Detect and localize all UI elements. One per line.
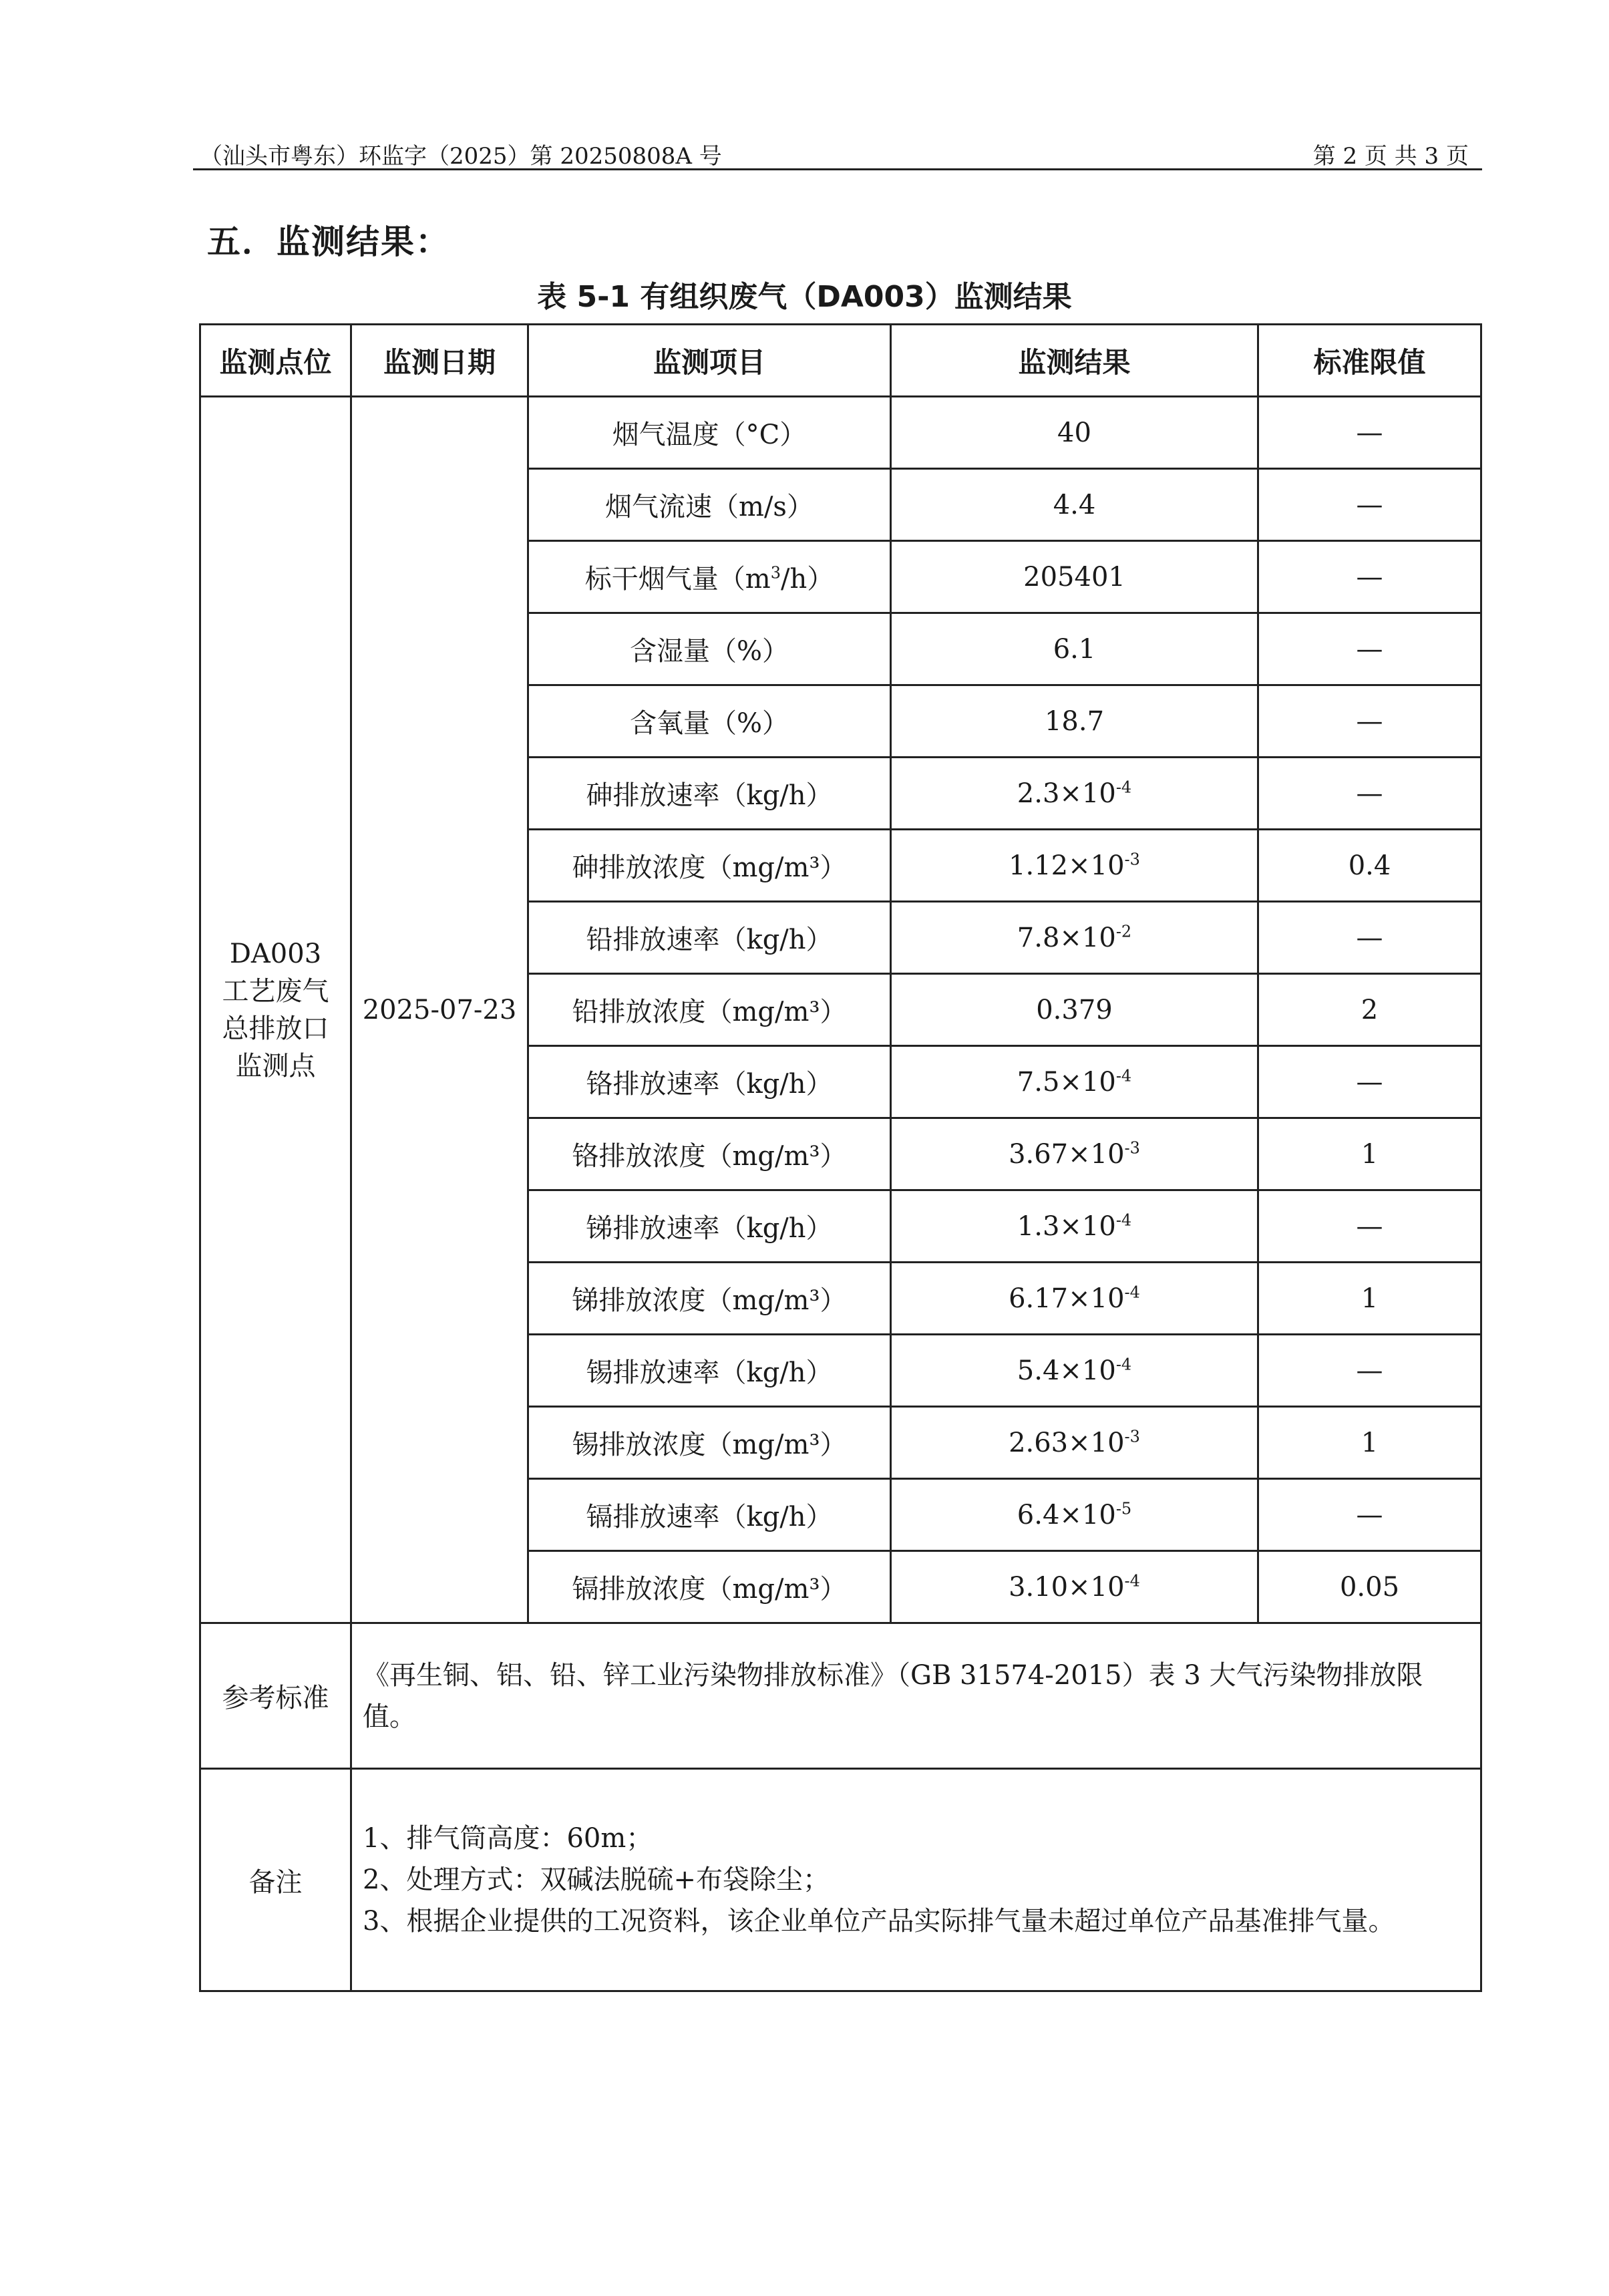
- monitoring-result-cell: [891, 758, 1258, 830]
- monitoring-item-cell: [528, 613, 891, 685]
- result-value: 18.7: [1044, 705, 1105, 737]
- result-value: 7.5×10: [1017, 1066, 1116, 1098]
- result-exponent: -3: [1124, 850, 1140, 869]
- section-title: 五．监测结果：: [207, 222, 450, 261]
- standard-limit-cell: —: [1258, 397, 1481, 469]
- location-line: 总排放口: [222, 1013, 329, 1044]
- monitoring-item-cell: [528, 1479, 891, 1551]
- standard-limit-cell: 1: [1258, 1118, 1481, 1190]
- monitoring-item-cell: [528, 1118, 891, 1190]
- result-exponent: -3: [1124, 1138, 1140, 1158]
- table-row: [200, 397, 1481, 469]
- result-exponent: -3: [1124, 1427, 1140, 1446]
- standard-limit-cell: 2: [1258, 974, 1481, 1046]
- monitoring-item: 砷排放浓度（mg/m³）: [572, 852, 847, 883]
- column-header: 监测日期: [351, 325, 528, 397]
- reference-text: 《再生铜、铝、铅、锌工业污染物排放标准》（GB 31574-2015）表 3 大气污染物排放限值。: [351, 1623, 1481, 1769]
- standard-limit-cell: —: [1258, 1479, 1481, 1551]
- monitoring-result-cell: [891, 1407, 1258, 1479]
- item-superscript: 3: [770, 563, 781, 583]
- monitoring-item: 烟气温度（°C）: [612, 420, 807, 450]
- standard-limit-cell: 0.05: [1258, 1551, 1481, 1623]
- column-header: 监测点位: [200, 325, 351, 397]
- result-exponent: -4: [1115, 1355, 1132, 1374]
- monitoring-item-cell: [528, 1263, 891, 1335]
- standard-limit-cell: —: [1258, 758, 1481, 830]
- result-exponent: -2: [1115, 922, 1132, 941]
- monitoring-item: 铬排放浓度（mg/m³）: [572, 1141, 847, 1172]
- result-value: 3.67×10: [1009, 1138, 1125, 1170]
- column-header: 监测结果: [891, 325, 1258, 397]
- reference-label: 参考标准: [200, 1623, 351, 1769]
- monitoring-item: 标干烟气量（m: [584, 564, 771, 595]
- standard-limit-cell: —: [1258, 902, 1481, 974]
- document-number: （汕头市粤东）环监字（2025）第 20250808A 号: [200, 143, 722, 170]
- monitoring-item-cell: [528, 902, 891, 974]
- note-line: 3、根据企业提供的工况资料，该企业单位产品实际排气量未超过单位产品基准排气量。: [363, 1906, 1395, 1937]
- notes-label: 备注: [200, 1769, 351, 1991]
- column-header: 监测项目: [528, 325, 891, 397]
- monitoring-result-cell: [891, 1190, 1258, 1263]
- result-value: 40: [1057, 417, 1091, 448]
- monitoring-result-cell: [891, 1479, 1258, 1551]
- monitoring-result-cell: [891, 541, 1258, 613]
- monitoring-item-cell: [528, 541, 891, 613]
- monitoring-item: 含湿量（%）: [629, 636, 789, 667]
- result-value: 6.4×10: [1017, 1499, 1116, 1530]
- monitoring-result-cell: [891, 1118, 1258, 1190]
- standard-limit-cell: —: [1258, 1190, 1481, 1263]
- monitoring-item: 镉排放浓度（mg/m³）: [572, 1574, 847, 1605]
- notes-row: [200, 1769, 1481, 1991]
- table-header-row: [200, 325, 1481, 397]
- result-value: 6.1: [1053, 633, 1096, 665]
- monitoring-item: 锡排放浓度（mg/m³）: [572, 1430, 847, 1460]
- monitoring-item-cell: [528, 1046, 891, 1118]
- table-caption: 表 5-1 有组织废气（DA003）监测结果: [537, 280, 1072, 314]
- standard-limit-cell: 1: [1258, 1407, 1481, 1479]
- monitoring-item: 烟气流速（m/s）: [605, 492, 814, 522]
- monitoring-item: 锡排放速率（kg/h）: [586, 1357, 833, 1388]
- monitoring-result-cell: [891, 685, 1258, 758]
- monitoring-result-cell: [891, 397, 1258, 469]
- monitoring-item: 锑排放浓度（mg/m³）: [572, 1285, 847, 1316]
- item-tail: /h）: [780, 564, 834, 595]
- result-exponent: -5: [1115, 1499, 1132, 1518]
- monitoring-result-cell: [891, 1046, 1258, 1118]
- monitoring-date-cell: 2025-07-23: [351, 397, 528, 1623]
- result-exponent: -4: [1115, 1066, 1132, 1086]
- monitoring-result-cell: [891, 613, 1258, 685]
- monitoring-item-cell: [528, 1407, 891, 1479]
- monitoring-item-cell: [528, 1190, 891, 1263]
- standard-limit-cell: 1: [1258, 1263, 1481, 1335]
- result-value: 3.10×10: [1009, 1571, 1125, 1603]
- result-value: 6.17×10: [1009, 1283, 1125, 1314]
- result-value: 2.3×10: [1017, 778, 1116, 809]
- table-body: [200, 397, 1481, 1991]
- monitoring-item: 铅排放浓度（mg/m³）: [572, 997, 847, 1027]
- result-value: 0.379: [1036, 994, 1113, 1025]
- standard-limit-cell: —: [1258, 469, 1481, 541]
- monitoring-item-cell: [528, 830, 891, 902]
- result-exponent: -4: [1115, 1210, 1132, 1230]
- monitoring-result-cell: [891, 1551, 1258, 1623]
- monitoring-location-cell: [200, 397, 351, 1623]
- results-table: [199, 323, 1482, 1992]
- monitoring-result-cell: [891, 1263, 1258, 1335]
- monitoring-item: 镉排放速率（kg/h）: [586, 1502, 833, 1532]
- location-line: 监测点: [235, 1050, 316, 1082]
- location-line: 工艺废气: [222, 975, 329, 1007]
- monitoring-item: 铅排放速率（kg/h）: [586, 925, 833, 955]
- result-exponent: -4: [1124, 1283, 1140, 1302]
- monitoring-item: 含氧量（%）: [629, 708, 789, 739]
- standard-limit-cell: —: [1258, 541, 1481, 613]
- monitoring-result-cell: [891, 974, 1258, 1046]
- monitoring-item-cell: [528, 397, 891, 469]
- result-value: 1.3×10: [1017, 1210, 1116, 1242]
- result-value: 7.8×10: [1017, 922, 1116, 953]
- column-header: 标准限值: [1258, 325, 1481, 397]
- standard-limit-cell: —: [1258, 685, 1481, 758]
- result-value: 4.4: [1053, 489, 1096, 520]
- monitoring-item-cell: [528, 1335, 891, 1407]
- monitoring-result-cell: [891, 830, 1258, 902]
- standard-limit-cell: —: [1258, 1335, 1481, 1407]
- result-exponent: -4: [1115, 778, 1132, 797]
- monitoring-item-cell: [528, 1551, 891, 1623]
- monitoring-item: 锑排放速率（kg/h）: [586, 1213, 833, 1244]
- monitoring-item: 砷排放速率（kg/h）: [586, 780, 833, 811]
- page-header: [193, 134, 1482, 168]
- reference-row: [200, 1623, 1481, 1769]
- note-line: 1、排气筒高度：60m；: [363, 1823, 653, 1854]
- result-value: 2.63×10: [1009, 1427, 1125, 1458]
- header-rule: [193, 168, 1482, 170]
- notes-text: [351, 1769, 1481, 1991]
- standard-limit-cell: 0.4: [1258, 830, 1481, 902]
- monitoring-result-cell: [891, 469, 1258, 541]
- result-value: 1.12×10: [1009, 850, 1125, 881]
- standard-limit-cell: —: [1258, 613, 1481, 685]
- monitoring-item: 铬排放速率（kg/h）: [586, 1069, 833, 1100]
- location-line: DA003: [229, 938, 322, 969]
- result-value: 5.4×10: [1017, 1355, 1116, 1386]
- result-value: 205401: [1023, 561, 1125, 593]
- monitoring-result-cell: [891, 902, 1258, 974]
- monitoring-item-cell: [528, 758, 891, 830]
- result-exponent: -4: [1124, 1571, 1140, 1591]
- monitoring-item-cell: [528, 974, 891, 1046]
- monitoring-item-cell: [528, 685, 891, 758]
- note-line: 2、处理方式：双碱法脱硫+布袋除尘；: [363, 1864, 830, 1895]
- standard-limit-cell: —: [1258, 1046, 1481, 1118]
- monitoring-item-cell: [528, 469, 891, 541]
- page-info: 第 2 页 共 3 页: [1312, 143, 1469, 170]
- monitoring-result-cell: [891, 1335, 1258, 1407]
